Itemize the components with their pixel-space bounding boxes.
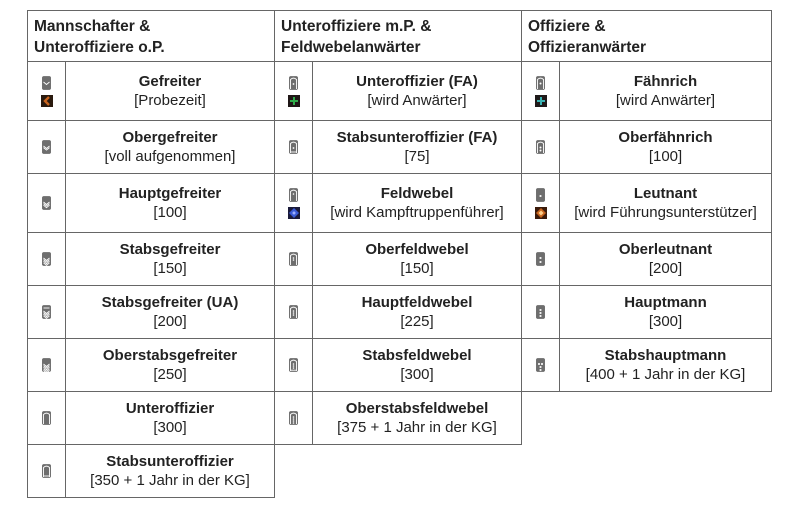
rank-name: Oberfeldwebel <box>365 241 469 258</box>
rank-cell <box>313 233 522 286</box>
shoulder-strap-4-chevrons-icon <box>42 252 51 266</box>
rank-name: Fähnrich <box>633 73 698 90</box>
table-row <box>28 286 772 339</box>
rank-cell <box>313 286 522 339</box>
rank-name: Oberfähnrich <box>618 129 713 146</box>
rank-requirement: [150] <box>153 260 187 277</box>
shoulder-strap-1-chevron-icon <box>42 76 51 90</box>
table-row <box>28 445 772 498</box>
rank-requirement: [wird Führungsunterstützer] <box>574 204 757 221</box>
rank-cell <box>66 174 275 233</box>
empty-cell <box>522 445 560 498</box>
insignia-cell <box>28 233 66 286</box>
rank-cell <box>560 286 772 339</box>
rank-requirement: [250] <box>153 366 187 383</box>
shoulder-strap-1-star-icon <box>289 188 298 202</box>
rank-name: Gefreiter <box>138 73 202 90</box>
header-line: Unteroffiziere m.P. & <box>281 18 432 35</box>
header-line: Offizieranwärter <box>528 39 647 56</box>
shoulder-strap-3-pips-icon <box>536 305 545 319</box>
rank-requirement: [300] <box>400 366 434 383</box>
rank-requirement: [300] <box>153 419 187 436</box>
empty-cell <box>522 392 560 445</box>
header-row <box>28 11 772 62</box>
insignia-cell <box>28 339 66 392</box>
blue-diamond-badge-icon <box>288 207 300 219</box>
rank-name: Feldwebel <box>380 185 454 202</box>
header-line: Mannschafter & <box>34 18 151 35</box>
rank-name: Hauptfeldwebel <box>361 294 473 311</box>
rank-requirement: [voll aufgenommen] <box>104 148 236 165</box>
empty-cell <box>313 445 522 498</box>
insignia-cell <box>28 121 66 174</box>
rank-requirement: [Probezeit] <box>134 92 206 109</box>
insignia-cell <box>28 445 66 498</box>
rank-name: Stabsfeldwebel <box>362 347 472 364</box>
rank-requirement: [200] <box>648 260 683 277</box>
insignia-cell <box>28 62 66 121</box>
shoulder-strap-officer-candidate-2-icon <box>536 140 545 154</box>
table-row <box>28 392 772 445</box>
rank-cell <box>560 339 772 392</box>
rank-name: Unteroffizier (FA) <box>356 73 478 90</box>
rank-name: Stabsgefreiter (UA) <box>101 294 239 311</box>
shoulder-strap-2-pips-icon <box>536 252 545 266</box>
insignia-cell <box>275 174 313 233</box>
rank-name: Hauptmann <box>624 294 707 311</box>
rank-cell <box>66 286 275 339</box>
rank-cell <box>560 233 772 286</box>
rank-requirement: [350 + 1 Jahr in der KG] <box>90 472 250 489</box>
table-row <box>28 121 772 174</box>
orange-chevron-badge-icon <box>41 95 53 107</box>
rank-requirement: [100] <box>153 204 187 221</box>
table-row <box>28 174 772 233</box>
rank-requirement: [75] <box>404 148 430 165</box>
rank-cell <box>313 339 522 392</box>
table-row <box>28 233 772 286</box>
shoulder-strap-2-chevrons-icon <box>42 140 51 154</box>
empty-cell <box>560 445 772 498</box>
rank-requirement: [wird Kampftruppenführer] <box>330 204 504 221</box>
rank-table <box>27 10 772 498</box>
insignia-cell <box>522 233 560 286</box>
rank-name: Stabsgefreiter <box>119 241 221 258</box>
rank-requirement: [100] <box>648 148 683 165</box>
rank-cell <box>66 121 275 174</box>
shoulder-strap-1-pip-icon <box>536 188 545 202</box>
shoulder-strap-full-tresse-icon <box>42 464 51 478</box>
rank-name: Hauptgefreiter <box>118 185 222 202</box>
rank-cell <box>66 339 275 392</box>
insignia-cell <box>275 339 313 392</box>
insignia-cell <box>275 233 313 286</box>
rank-cell <box>313 62 522 121</box>
teal-cross-badge-icon <box>535 95 547 107</box>
rank-cell <box>66 233 275 286</box>
rank-cell <box>313 174 522 233</box>
rank-requirement: [wird Anwärter] <box>615 92 716 109</box>
rank-cell <box>66 392 275 445</box>
rank-requirement: [200] <box>153 313 187 330</box>
insignia-cell <box>275 62 313 121</box>
shoulder-strap-4-chevrons-bar-icon <box>42 305 51 319</box>
rank-name: Stabshauptmann <box>604 347 727 364</box>
rank-requirement: [400 + 1 Jahr in der KG] <box>585 366 746 383</box>
empty-cell <box>560 392 772 445</box>
rank-name: Oberstabsfeldwebel <box>345 400 489 417</box>
rank-requirement: [150] <box>400 260 434 277</box>
rank-requirement: [375 + 1 Jahr in der KG] <box>337 419 497 436</box>
rank-cell <box>560 62 772 121</box>
insignia-cell <box>522 174 560 233</box>
shoulder-strap-5-chevrons-icon <box>42 358 51 372</box>
shoulder-strap-2-stars-icon <box>289 252 298 266</box>
shoulder-strap-officer-candidate-icon <box>536 76 545 90</box>
header-mannschaften <box>28 11 275 62</box>
insignia-cell <box>522 121 560 174</box>
insignia-cell <box>275 286 313 339</box>
rank-cell <box>313 392 522 445</box>
header-unteroffiziere <box>275 11 522 62</box>
insignia-cell <box>28 286 66 339</box>
rank-requirement: [300] <box>648 313 683 330</box>
rank-cell <box>66 62 275 121</box>
rank-requirement: [225] <box>400 313 434 330</box>
rank-table-body <box>28 62 772 498</box>
insignia-cell <box>522 62 560 121</box>
shoulder-strap-full-tresse-fa-icon <box>289 140 298 154</box>
header-line: Offiziere & <box>528 18 606 35</box>
rank-name: Stabsunteroffizier <box>106 453 234 470</box>
header-offiziere <box>522 11 772 62</box>
rank-cell <box>66 445 275 498</box>
shoulder-strap-3-chevrons-icon <box>42 196 51 210</box>
rank-cell <box>313 121 522 174</box>
green-cross-badge-icon <box>288 95 300 107</box>
table-row <box>28 62 772 121</box>
insignia-cell <box>28 392 66 445</box>
rank-requirement: [wird Anwärter] <box>367 92 467 109</box>
rank-name: Oberleutnant <box>618 241 713 258</box>
rank-name: Oberstabsgefreiter <box>102 347 238 364</box>
table-row <box>28 339 772 392</box>
insignia-cell <box>28 174 66 233</box>
orange-diamond-badge-icon <box>535 207 547 219</box>
rank-name: Unteroffizier <box>125 400 215 417</box>
shoulder-strap-4-pips-icon <box>536 358 545 372</box>
header-line: Feldwebelanwärter <box>281 39 421 56</box>
rank-name: Leutnant <box>633 185 698 202</box>
shoulder-strap-3-stars-bar-icon <box>289 358 298 372</box>
shoulder-strap-3-stars-icon <box>289 305 298 319</box>
insignia-cell <box>522 286 560 339</box>
rank-cell <box>560 121 772 174</box>
shoulder-strap-tresse-fa-icon <box>289 76 298 90</box>
shoulder-strap-tresse-icon <box>42 411 51 425</box>
rank-cell <box>560 174 772 233</box>
insignia-cell <box>275 121 313 174</box>
insignia-cell <box>522 339 560 392</box>
header-line: Unteroffiziere o.P. <box>34 39 165 56</box>
shoulder-strap-4-stars-icon <box>289 411 298 425</box>
empty-cell <box>275 445 313 498</box>
rank-name: Stabsunteroffizier (FA) <box>336 129 498 146</box>
insignia-cell <box>275 392 313 445</box>
rank-table-container <box>27 10 772 498</box>
rank-name: Obergefreiter <box>122 129 218 146</box>
